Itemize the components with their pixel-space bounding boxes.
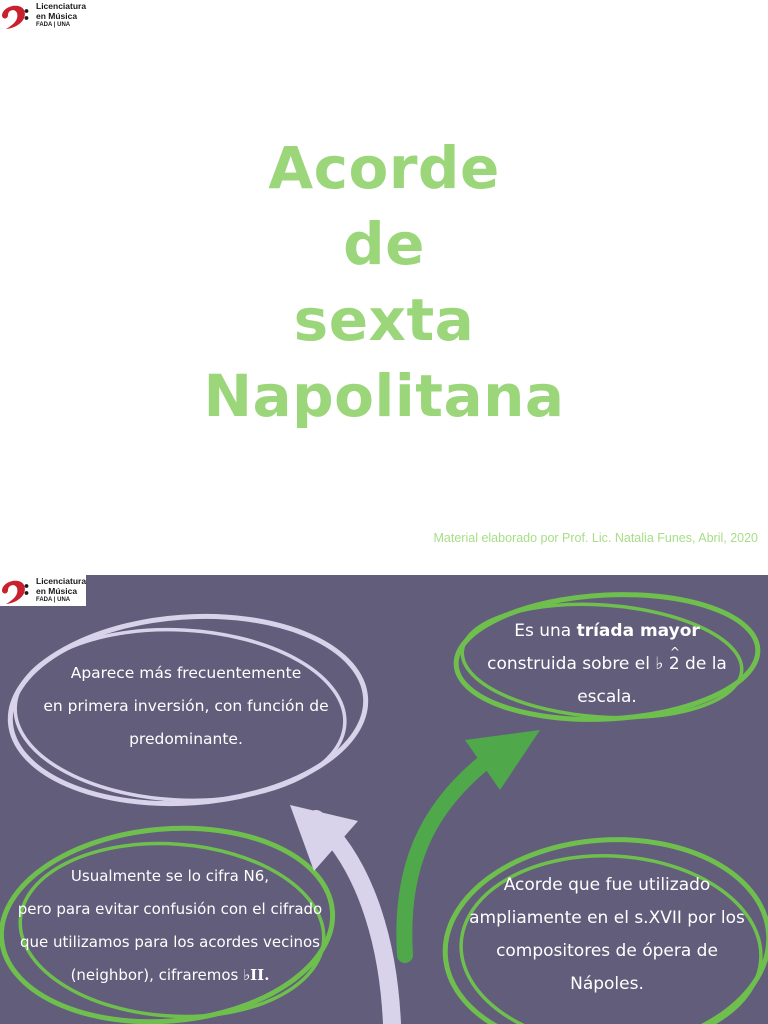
title-line: Acorde: [268, 134, 500, 202]
bubble-notation: [0, 860, 340, 992]
institution-logo: [0, 575, 86, 606]
bubble-line: predominante.: [129, 730, 243, 748]
bubble-line: que utilizamos para los acordes vecinos: [20, 933, 320, 951]
bubble-history: [452, 869, 762, 1001]
logo-line-1: Licenciatura: [36, 576, 87, 586]
bubble-line: Nápoles.: [570, 974, 644, 994]
bubble-line: [462, 648, 752, 681]
author-credit: Material elaborado por Prof. Lic. Natalia Funes, Abril, 2020: [433, 531, 758, 545]
institution-logo: [0, 0, 86, 31]
bubble-line: pero para evitar confusión con el cifrado: [17, 900, 323, 918]
flat-sign: ♭: [655, 654, 664, 674]
logo-text: [36, 1, 86, 30]
content-slide: [0, 575, 768, 1024]
bubble-line: escala.: [577, 687, 637, 707]
scale-degree: ^ 2: [669, 648, 680, 681]
bubble-line: compositores de ópera de: [496, 941, 718, 961]
title-line: sexta: [293, 286, 475, 354]
bubble-line: Usualmente se lo cifra N6,: [70, 867, 270, 885]
bubble-text-segment: construida sobre el: [487, 654, 656, 674]
title-line: Napolitana: [203, 362, 565, 430]
page-title: [0, 130, 768, 434]
bubble-line: ampliamente en el s.XVII por los: [469, 908, 745, 928]
bubble-text-segment: de la: [679, 654, 727, 674]
bubble-bold-segment: ♭II.: [243, 966, 270, 984]
bubble-line: Aparece más frecuentemente: [70, 664, 302, 682]
logo-line-2: en Música: [36, 11, 78, 21]
title-line: de: [343, 210, 425, 278]
bubble-text-segment: Es una: [514, 621, 577, 641]
bubble-line: [462, 615, 752, 648]
logo-line-3: FADA | UNA: [36, 597, 71, 603]
bubble-bold-segment: tríada mayor: [576, 621, 700, 641]
music-clef-logo-icon: [0, 575, 30, 606]
music-clef-logo-icon: [0, 0, 30, 31]
logo-line-3: FADA | UNA: [36, 22, 71, 28]
logo-text: [36, 576, 86, 605]
bubble-line: [0, 959, 340, 992]
logo-line-2: en Música: [36, 586, 78, 596]
bubble-line: en primera inversión, con función de: [43, 697, 329, 715]
bubble-definition: [462, 615, 752, 714]
bubble-line: Acorde que fue utilizado: [503, 875, 711, 895]
logo-line-1: Licenciatura: [36, 1, 87, 11]
bubble-usage: [30, 657, 342, 756]
bubble-text-segment: (neighbor), cifraremos: [70, 966, 244, 984]
